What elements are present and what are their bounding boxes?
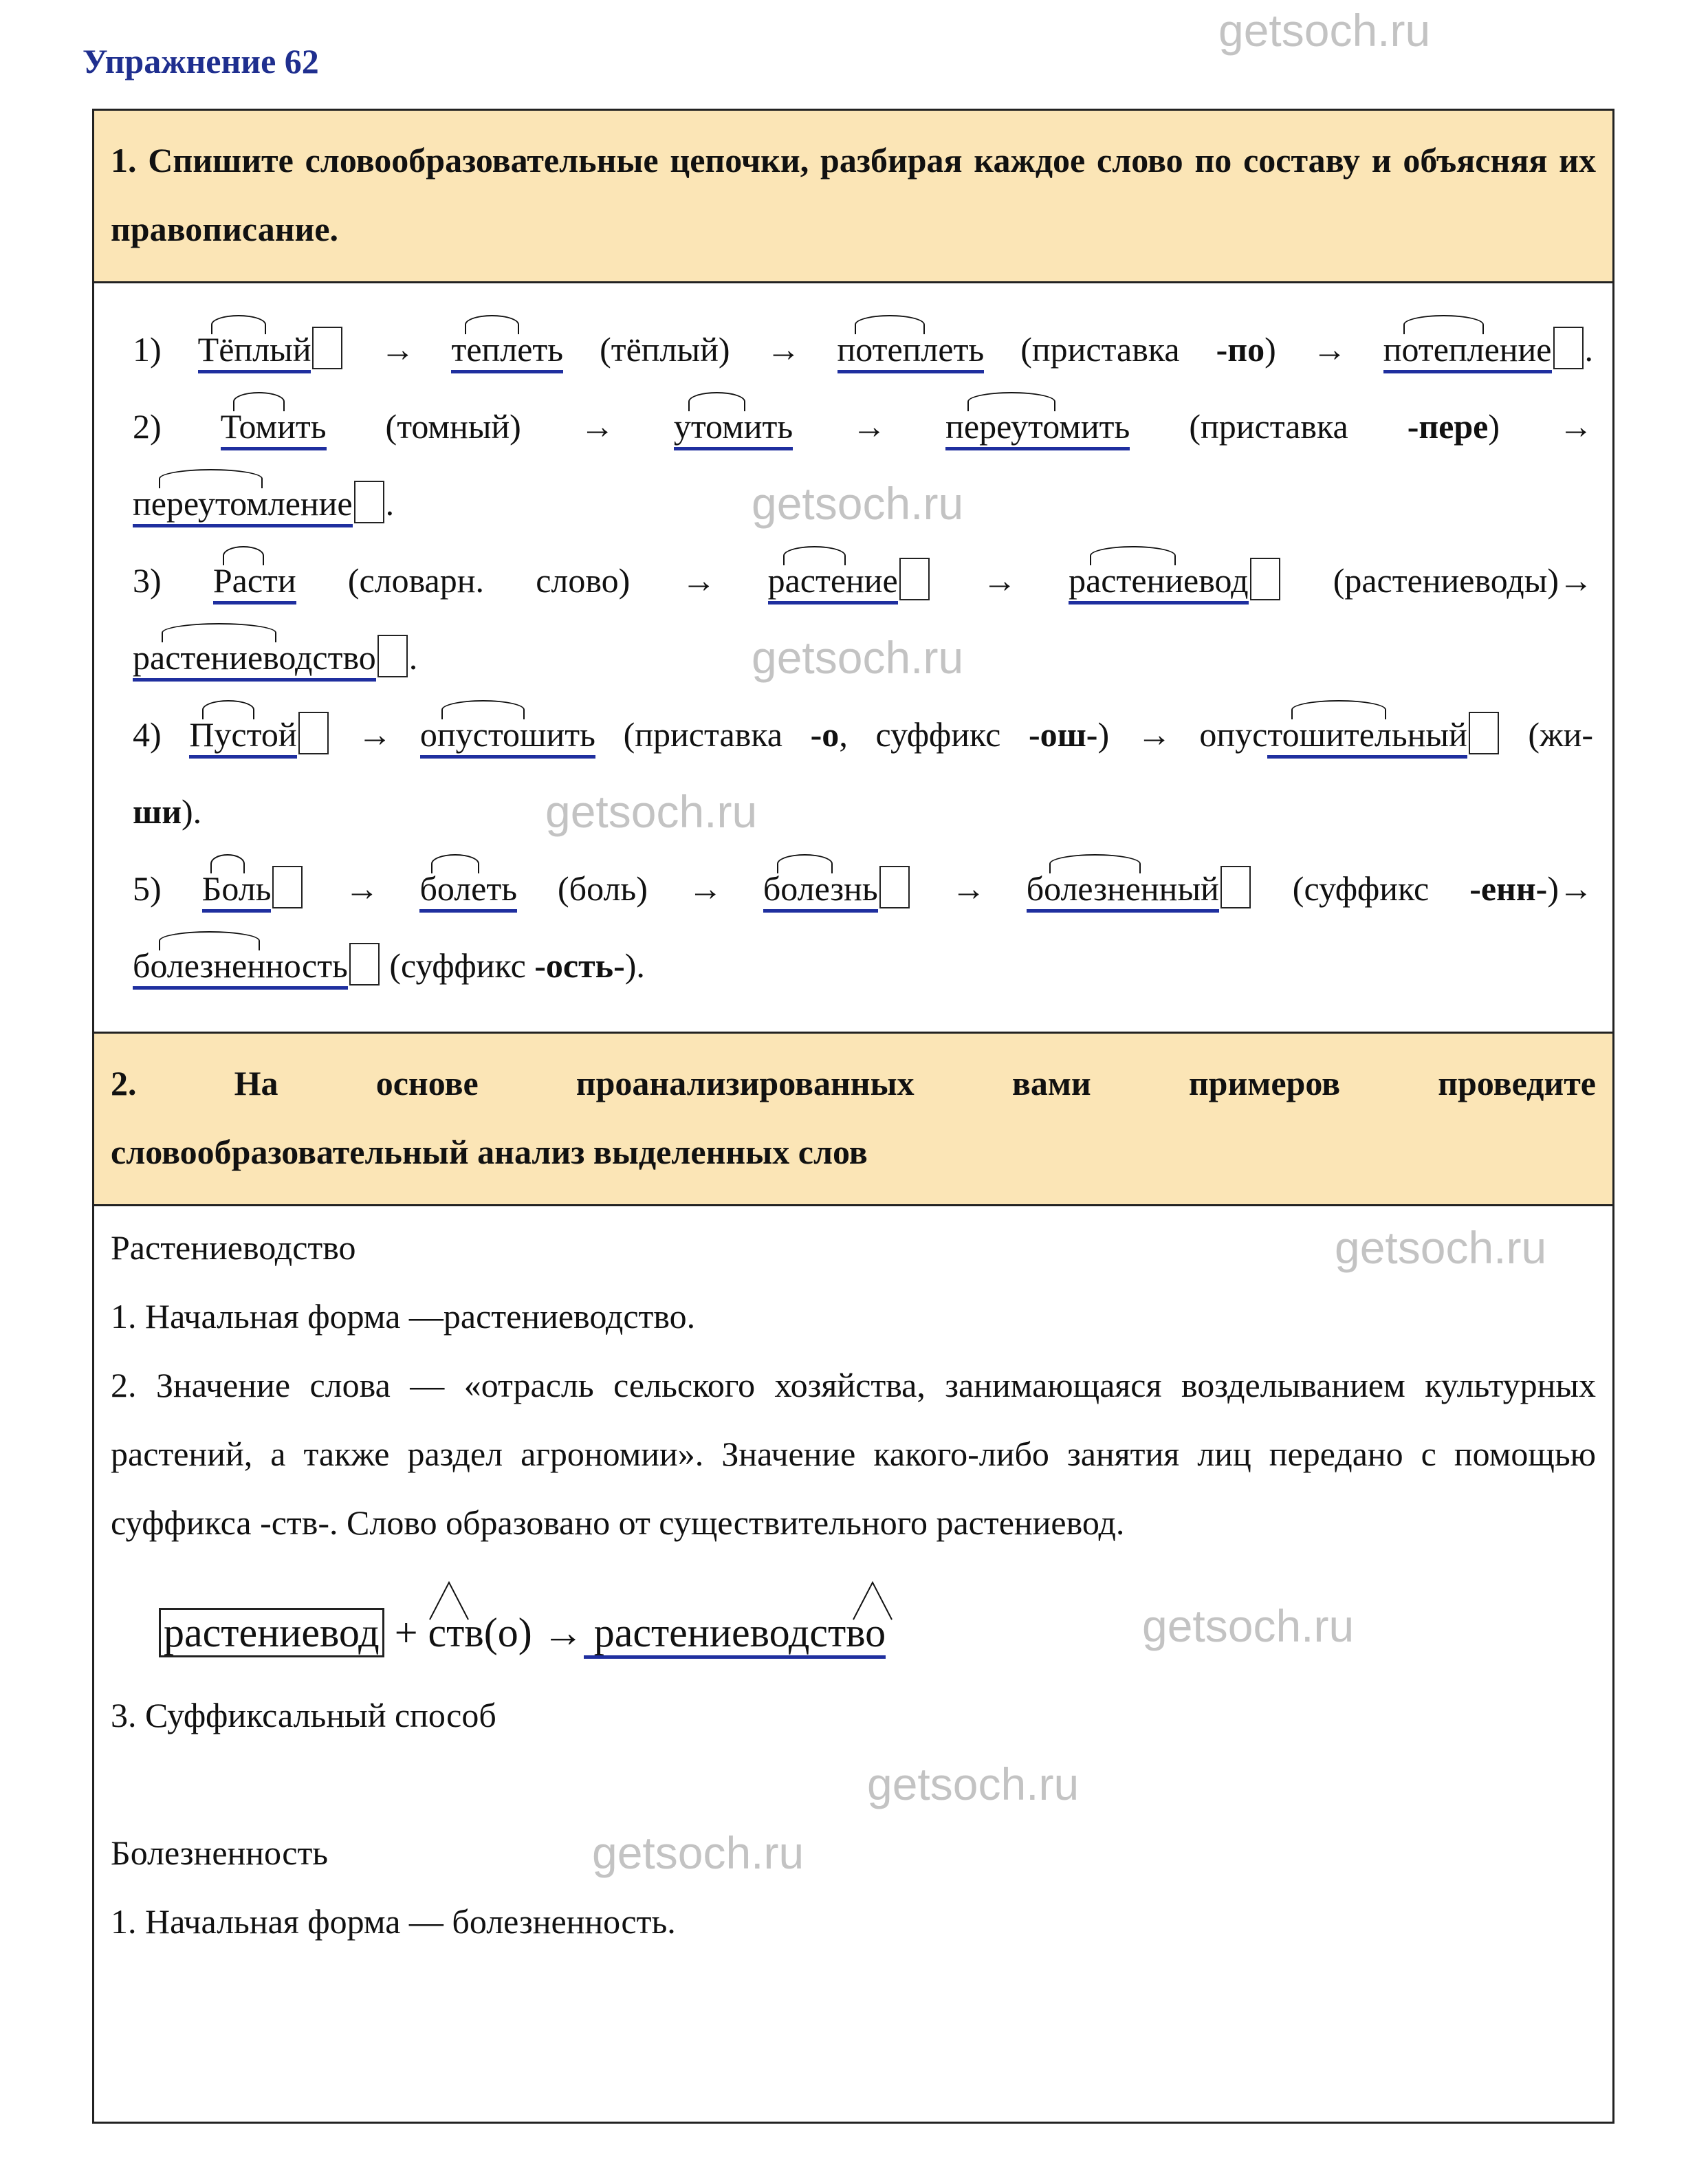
chain-text: (тёплый) → bbox=[563, 330, 837, 369]
chain-line bbox=[133, 927, 1593, 1004]
ending-box-icon bbox=[1250, 558, 1280, 600]
analyzed-word: потеплеть bbox=[837, 330, 985, 373]
chain-text: ) → опус bbox=[1097, 715, 1268, 754]
chain-text: ) → bbox=[1488, 407, 1594, 446]
diagram-base: растениевод bbox=[159, 1608, 384, 1657]
ending-box-icon bbox=[1220, 866, 1251, 908]
chain-text: ). bbox=[624, 946, 645, 985]
analyzed-word: растение bbox=[768, 561, 898, 605]
chain-line bbox=[133, 465, 1593, 542]
task1-heading: 1. Спишите словообразовательные цепочки, разбирая каждое слово по составу и объясняя их правописание. bbox=[94, 111, 1612, 283]
word-formation-diagram bbox=[111, 1557, 1596, 1681]
ending-box-icon bbox=[349, 943, 380, 986]
word1-title: Растениеводство bbox=[111, 1228, 356, 1267]
watermark: getsoch.ru bbox=[545, 786, 758, 837]
ending-box-icon bbox=[354, 481, 384, 523]
diagram-plus: + bbox=[394, 1610, 418, 1655]
morpheme-label: -по bbox=[1216, 330, 1265, 369]
morpheme-label: -пере bbox=[1407, 407, 1489, 446]
exercise-frame bbox=[92, 109, 1614, 2124]
chain-text: . bbox=[408, 638, 418, 677]
analyzed-word: теплеть bbox=[451, 330, 563, 373]
word1-initial-form: 1. Начальная форма —растениеводство. bbox=[111, 1297, 696, 1336]
ending-box-icon bbox=[298, 712, 329, 754]
morpheme-label: ши bbox=[133, 792, 182, 831]
analyzed-word: растениевод bbox=[1069, 561, 1248, 605]
word1-meaning: 2. Значение слова — «отрасль сельского хозяйства, занимающаяся возделыванием культурных растений, а также раздел агрономии». Значение какого-либо занятия лиц передано с помощью суффикса -ств-. Слово образовано от существительного растениевод. bbox=[111, 1366, 1596, 1542]
chain-text: 3) bbox=[133, 561, 213, 600]
chain-text: ). bbox=[182, 792, 202, 831]
morpheme-label: -ость- bbox=[534, 946, 625, 985]
word1-method: 3. Суффиксальный способ bbox=[111, 1696, 496, 1734]
ending-box-icon bbox=[272, 866, 303, 908]
chain-text: 4) bbox=[133, 715, 190, 754]
chain-line bbox=[133, 696, 1593, 773]
chain-text: → bbox=[930, 561, 1069, 600]
analyzed-word: Томить bbox=[221, 407, 327, 450]
watermark: getsoch.ru bbox=[867, 1758, 1080, 1809]
analyzed-word: тошительный bbox=[1267, 715, 1467, 759]
chain-text: , суффикс bbox=[839, 715, 1029, 754]
chain-line bbox=[133, 311, 1593, 388]
chain-text: ) → bbox=[1264, 330, 1383, 369]
chain-line bbox=[133, 850, 1593, 927]
ending-box-icon bbox=[312, 327, 342, 369]
chain-line bbox=[133, 542, 1593, 619]
diagram-suffix: ств(о) bbox=[428, 1610, 532, 1655]
watermark: getsoch.ru bbox=[1142, 1600, 1355, 1651]
analyzed-word: Пустой bbox=[189, 715, 296, 759]
chain-text: 2) bbox=[133, 407, 221, 446]
analyzed-word: болезненный bbox=[1027, 869, 1219, 913]
word1-title-row bbox=[111, 1213, 1596, 1282]
chain-line bbox=[133, 619, 1593, 696]
ending-box-icon bbox=[377, 635, 408, 677]
analyzed-word: переутомить bbox=[945, 407, 1130, 450]
analyzed-word: утомить bbox=[674, 407, 793, 450]
watermark: getsoch.ru bbox=[752, 478, 964, 529]
chain-text: (приставка bbox=[595, 715, 811, 754]
chain-text: → bbox=[910, 869, 1027, 908]
chain-text: 1) bbox=[133, 330, 198, 369]
analyzed-word: болеть bbox=[419, 869, 517, 913]
morpheme-label: -ош- bbox=[1028, 715, 1098, 754]
chain-text: (жи- bbox=[1500, 715, 1594, 754]
chain-text: (боль) → bbox=[517, 869, 763, 908]
morpheme-label: -о bbox=[810, 715, 840, 754]
diagram-result-wrap bbox=[584, 1610, 886, 1659]
task2-heading-line2: словообразовательный анализ выделенных слов bbox=[111, 1133, 868, 1171]
word2-title: Болезненность bbox=[111, 1833, 329, 1872]
chain-text: . bbox=[1584, 330, 1594, 369]
word2-title-row bbox=[111, 1818, 1596, 1887]
diagram-arrow: → bbox=[542, 1610, 584, 1655]
analyzed-word: болезненность bbox=[133, 946, 348, 990]
watermark: getsoch.ru bbox=[1335, 1222, 1547, 1273]
chain-text: (приставка bbox=[984, 330, 1216, 369]
ending-box-icon bbox=[899, 558, 930, 600]
chain-text: (суффикс bbox=[1251, 869, 1470, 908]
result-suffix-caret-icon bbox=[852, 1580, 893, 1621]
word2-initial-form: 1. Начальная форма — болезненность. bbox=[111, 1902, 676, 1941]
analyzed-word: Тёплый bbox=[198, 330, 311, 373]
chain-text: . bbox=[385, 484, 395, 523]
analyzed-word: переутомление bbox=[133, 484, 353, 527]
task2-heading-line1: 2. На основе проанализированных вами примеров проведите bbox=[111, 1064, 1596, 1102]
morpheme-label: -енн- bbox=[1469, 869, 1548, 908]
analyzed-word: Боль bbox=[202, 869, 272, 913]
diagram-suffix-wrap bbox=[428, 1610, 543, 1655]
diagram-result: растениеводство bbox=[593, 1610, 886, 1655]
analysis-body bbox=[94, 1206, 1612, 1983]
chain-text: 5) bbox=[133, 869, 202, 908]
exercise-title: Упражнение 62 bbox=[83, 42, 319, 80]
chain-text: (томный) → bbox=[326, 407, 674, 446]
suffix-caret-icon bbox=[428, 1580, 470, 1621]
chain-text: (суффикс bbox=[380, 946, 535, 985]
task2-heading bbox=[94, 1032, 1612, 1206]
ending-box-icon bbox=[1469, 712, 1499, 754]
analyzed-word: болезнь bbox=[763, 869, 878, 913]
ending-box-icon bbox=[1553, 327, 1584, 369]
spacer bbox=[111, 1750, 1596, 1818]
chain-text: )→ bbox=[1547, 869, 1593, 908]
analyzed-word: потепление bbox=[1383, 330, 1552, 373]
watermark: getsoch.ru bbox=[592, 1827, 804, 1878]
ending-box-icon bbox=[879, 866, 910, 908]
chain-text: (словарн. слово) → bbox=[296, 561, 768, 600]
word-formation-chains bbox=[94, 283, 1612, 1032]
chain-line bbox=[133, 773, 1593, 850]
chain-text: → bbox=[304, 869, 420, 908]
analyzed-word: растениеводство bbox=[133, 638, 376, 682]
chain-text: → bbox=[344, 330, 452, 369]
chain-text: → bbox=[329, 715, 420, 754]
chain-line bbox=[133, 388, 1593, 465]
analyzed-word: опустошить bbox=[420, 715, 595, 759]
watermark: getsoch.ru bbox=[752, 632, 964, 683]
chain-text: (приставка bbox=[1130, 407, 1408, 446]
chain-text: → bbox=[793, 407, 946, 446]
chain-text: (растениеводы)→ bbox=[1281, 561, 1593, 600]
watermark: getsoch.ru bbox=[1218, 5, 1431, 56]
analyzed-word: Расти bbox=[213, 561, 296, 605]
